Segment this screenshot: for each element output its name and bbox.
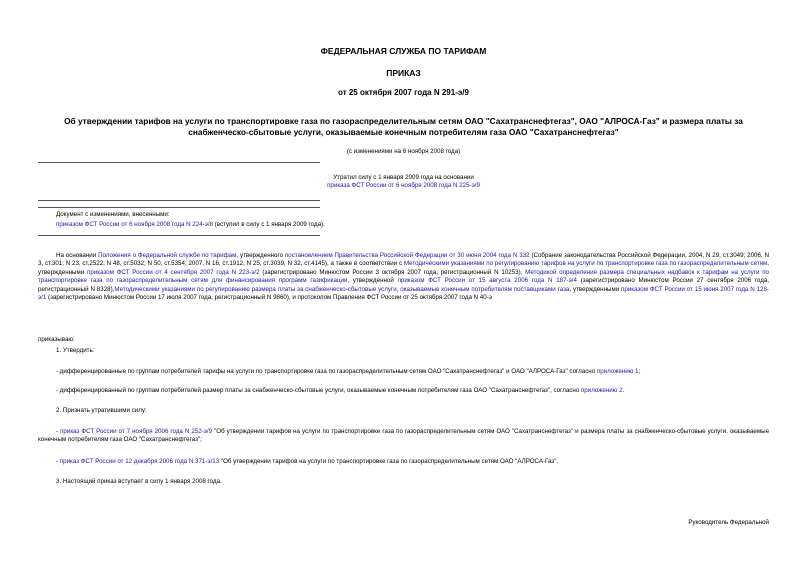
changes-tail: (вступил в силу с 1 января 2009 года). [213, 221, 325, 229]
divider [38, 200, 320, 201]
link-order-187[interactable]: приказом ФСТ России от 15 августа 2006 года N 187-э/4 [397, 277, 577, 285]
order-repeal-2: - приказ ФСТ России от 12 декабря 2006 года N 371-э/13 "Об утверждении тарифов на услуги по транспортировке газа по газораспределительным сетям ОАО "АЛРОСА-Газ". [56, 458, 559, 465]
changes-label: Документ с изменениями, внесенными: [56, 211, 170, 218]
link-fst-regulation[interactable]: Положения о Федеральной службе по тарифам [98, 252, 237, 259]
preamble-paragraph: На основании Положения о Федеральной службе по тарифам, утвержденного постановлением Правительства Российской Федерации от 30 июня 2004 года N 332 (Собрание законодательства Российской Федерации, 2004, N 29, ст.3049; 2006, N 3, ст.301; N 23, ст.2522; N 48, ст.5032; N 50, ст.5354; 2007, N 16, ст.1912, N 25, ст.3039, N 32, ст.4145), а также в соответствии с Методическими указаниями по регулированию тарифов на услуги по транспортировке газа по газораспределительным сетям, утвержденными приказом ФСТ России от 4 сентября 2007 года N 223-э/2 (зарегистрировано Минюстом России 3 октября 2007 года, регистрационный N 10253), Методикой определения размера специальных надбавок к тарифам на услуги по транспортировке газа по газораспределительным сетям для финансирования программ газификации, утвержденной приказом ФСТ России от 15 августа 2006 года N 187-э/4 (зарегистрировано Минюстом России 27 сентября 2006 года, регистрационный N 8328),Методическими указаниями по регулированию размера платы за снабженческо-сбытовые услуги, оказываемые конечным потребителям поставщиками газа, утвержденными приказом ФСТ России от 15 июня 2007 года N 128-э/1 (зарегистрировано Минюстом России 17 июля 2007 года, регистрационный N 9860), и протоколом Правления ФСТ России от 25 октября 2007 года N 40-э [38, 252, 770, 302]
document-type: ПРИКАЗ [386, 68, 421, 78]
link-order-128[interactable]: приказом ФСТ России от 15 июня 2007 года N 128-э/1 [38, 285, 769, 302]
order-repeal-1: - приказ ФСТ России от 7 ноября 2006 года N 252-э/9 "Об утверждении тарифов на услуги по транспортировке газа по газораспределительным сетям ОАО "Сахатранснефтегаз" и размера платы за снабженческо-сбытовые услуги, оказываемые конечным потребителям газа ОАО "Сахатранснефтегаз"; [38, 428, 770, 444]
link-government-decree[interactable]: постановлением Правительства Российской Федерации от 30 июня 2004 года N 332 [284, 252, 530, 259]
link-methodology-surcharges[interactable]: Методикой определения размера специальных надбавок к тарифам на услуги по транспортировке газа по газораспределительным сетям для финансирования программ газификации [38, 268, 769, 285]
changes-link[interactable]: приказом ФСТ России от 6 ноября 2008 года N 224-э/8 [56, 221, 214, 229]
signature: Руководитель Федеральной [688, 519, 769, 526]
divider [38, 235, 320, 236]
link-methodical-guidelines[interactable]: Методическими указаниями по регулированию тарифов на услуги по транспортировке газа по газораспределительным сетям [403, 260, 768, 268]
order-point-2: 2. Признать утратившими силу: [56, 407, 147, 414]
agency-name: ФЕДЕРАЛЬНАЯ СЛУЖБА ПО ТАРИФАМ [320, 46, 487, 56]
divider [38, 207, 320, 208]
link-appendix-1[interactable]: приложению 1 [596, 368, 639, 375]
order-point-3: 3. Настоящий приказ вступает в силу 1 января 2008 года. [56, 478, 222, 485]
link-methodical-guidelines-supply[interactable]: Методическими указаниями по регулированию размера платы за снабженческо-сбытовые услуги, оказываемые конечным потребителям поставщиками газа [114, 285, 570, 293]
cancellation-note [0, 174, 807, 191]
cancellation-link[interactable]: приказа ФСТ России от 6 ноября 2008 года N 225-э/9 [327, 182, 480, 190]
document-date-number: от 25 октября 2007 года N 291-э/9 [338, 88, 469, 97]
order-item-fee: - дифференцированный по группам потребителей размер платы за снабженческо-сбытовые услуги, оказываемые конечным потребителям газа ОАО "Сахатранснефтегаз", согласно приложению 2. [56, 387, 625, 394]
changes-block [56, 211, 325, 230]
divider [38, 162, 320, 163]
link-appendix-2[interactable]: приложению 2 [580, 387, 623, 394]
order-point-1: 1. Утвердить: [56, 347, 95, 354]
document-title: Об утверждении тарифов на услуги по транспортировке газа по газораспределительным сетям ОАО "Сахатранснефтегаз", ОАО "АЛРОСА-Газ" и размера платы за снабженческо-сбытовые услуги, оказываемые конечным потребителям газа ОАО "Сахатранснефтегаз" [64, 116, 743, 137]
amended-note: (с изменениями на 6 ноября 2008 года) [346, 148, 461, 155]
link-order-252[interactable]: приказ ФСТ России от 7 ноября 2006 года N 252-э/9 [60, 428, 213, 435]
link-order-223[interactable]: приказом ФСТ России от 4 сентября 2007 года N 223-э/2 [87, 268, 260, 276]
link-order-371[interactable]: приказ ФСТ России от 12 декабря 2006 года N 371-э/13 [59, 458, 220, 465]
order-item-tariffs: - дифференцированные по группам потребителей тарифы на услуги по транспортировке газа по газораспределительным сетям ОАО "Сахатранснефтегаз" и ОАО "АЛРОСА-Газ" согласно приложению 1; [56, 368, 641, 375]
cancellation-text: Утратил силу с 1 января 2009 года на основании [333, 174, 474, 181]
order-intro: приказываю: [38, 336, 75, 343]
